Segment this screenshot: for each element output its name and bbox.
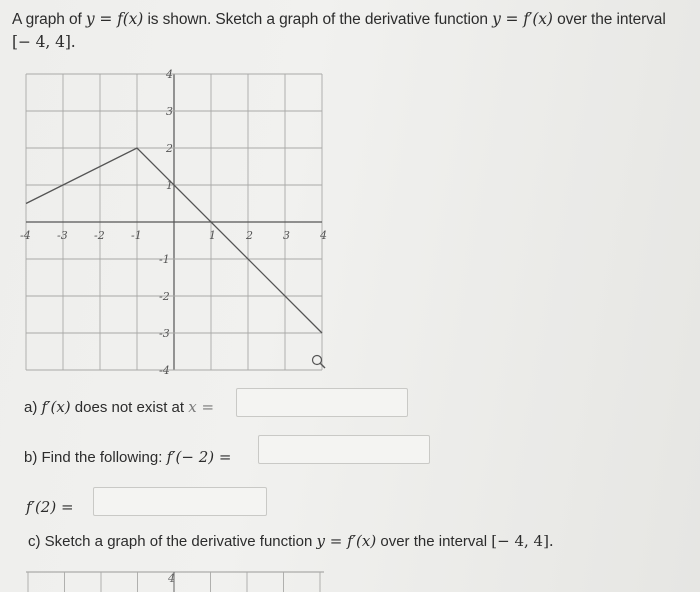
x-tick-label: 3 <box>283 229 290 242</box>
problem-statement <box>12 8 692 54</box>
x-tick-label: 1 <box>209 229 216 242</box>
x-tick-label: -3 <box>57 229 68 242</box>
x-tick-label: -1 <box>131 229 142 242</box>
part-b-answer-input-1[interactable] <box>258 435 430 464</box>
part-b-second-question: f′(2) = <box>26 498 74 516</box>
function-equation: y = f(x) <box>85 10 144 28</box>
derivative-sketch-graph[interactable] <box>26 566 326 592</box>
x-tick-label: -2 <box>94 229 105 242</box>
x-tick-label: -4 <box>20 229 31 242</box>
derivative-equation: y = f′(x) <box>492 10 553 28</box>
x-tick-label: 4 <box>320 229 327 242</box>
zoom-icon[interactable] <box>313 356 326 369</box>
graph2-top-tick: 4 <box>168 572 175 585</box>
y-tick-label: 4 <box>166 68 173 81</box>
x-tick-label: 2 <box>246 229 253 242</box>
y-tick-label: 2 <box>166 142 173 155</box>
y-tick-label: -1 <box>159 253 170 266</box>
part-b-question: b) Find the following: f′(− 2) = <box>24 448 232 466</box>
y-tick-label: -2 <box>159 290 170 303</box>
part-a-question: a) f′(x) does not exist at x = <box>24 398 215 416</box>
intro-text-3: over the interval <box>552 11 666 28</box>
graph-grid <box>26 74 322 370</box>
y-tick-label: 1 <box>166 179 173 192</box>
intro-text-2: is shown. Sketch a graph of the derivative function <box>143 11 493 28</box>
y-tick-label: 3 <box>166 105 173 118</box>
y-tick-label: -3 <box>159 327 170 340</box>
function-graph <box>16 64 346 384</box>
intro-text: A graph of <box>12 11 86 28</box>
interval-text: [− 4, 4]. <box>12 33 76 51</box>
y-tick-label: -4 <box>159 364 170 377</box>
part-a-answer-input[interactable] <box>236 388 408 417</box>
part-b-answer-input-2[interactable] <box>93 487 267 516</box>
part-c-question: c) Sketch a graph of the derivative function y = f′(x) over the interval [− 4, 4]. <box>28 532 554 550</box>
